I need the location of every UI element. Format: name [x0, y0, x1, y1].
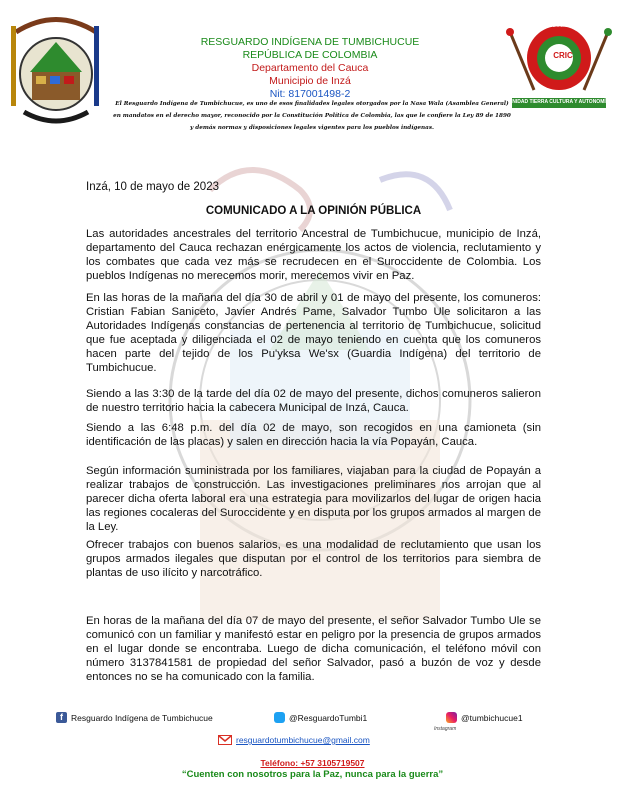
letterhead — [150, 36, 470, 101]
legal-motto: El Resguardo Indígena de Tumbichucue, es uno de esos finalidades legales otorgados por la Nasa Wala (Asamblea General) en mandatos en el derecho mayor, reconocido por la Constitución Política de Colombia, las que le confiere la Ley 89 de 1890 y demás normas y disposiciones legales vigentes para los pueblos indígenas. — [113, 101, 511, 131]
facebook-icon: f — [56, 712, 67, 723]
paragraph: Ofrecer trabajos con buenos salarios, es una modalidad de reclutamiento que usan los grupos armados ilegales que disputan por el control de los territorios para siembra de plantas de uso ilícito y narcotráfico. — [86, 539, 541, 579]
facebook-link[interactable] — [56, 712, 213, 723]
gmail-icon — [218, 735, 232, 745]
nit-number: Nit: 817001498-2 — [269, 88, 351, 100]
paragraph: Las autoridades ancestrales del territorio Ancestral de Tumbichucue, municipio de Inzá, departamento del Cauca rechazan enérgicamente los actos de violencia, reclutamiento y los combates que cada vez más se recrudecen en el Suroccidente de Colombia. Los pueblos Indígenas no merecemos morir, merecemos vivir en Paz. — [86, 228, 541, 282]
cric-ring-text: CONSEJO REGIONAL INDÍGENA DEL CAUCA — [526, 23, 613, 28]
municipality-name: Municipio de Inzá — [269, 75, 351, 87]
cric-caption: UNIDAD TIERRA CULTURA Y AUTONOMÍA — [508, 99, 610, 105]
phone-number: Teléfono: +57 3105719507 — [260, 758, 365, 768]
paragraph: En las horas de la mañana del día 30 de abril y 01 de mayo del presente, los comuneros: Cristian Fabian Saniceto, Javier Andrés Pame, Salvador Tumbo Ule solicitaron a las Autoridades Indígenas constancias de pertenencia al territorio de Tumbichucue, solicitud que fue aceptada y diligenciada el 02 de mayo teniendo en cuenta que los comuneros hacen parte del tejido de los Pu'yksa We'sx (Guardia Indígena) del territorio de Tumbichucue. — [86, 292, 541, 374]
paragraph: Siendo a las 6:48 p.m. del día 02 de mayo, son recogidos en una camioneta (sin identificación de las placas) y salen en dirección hacia la vía Popayán, Cauca. — [86, 422, 541, 448]
email-label: resguardotumbichucue@gmail.com — [236, 735, 370, 745]
facebook-label: Resguardo Indígena de Tumbichucue — [71, 712, 213, 723]
instagram-caption: Instagram — [434, 726, 457, 732]
resguardo-logo — [6, 12, 106, 132]
department-name: Departamento del Cauca — [251, 62, 369, 74]
paragraph: Según información suministrada por los familiares, viajaban para la ciudad de Popayán a realizar trabajos de construcción. Las investigaciones preliminares nos arrojan que al parecer dicha oferta laboral era una estrategia para movilizarlos del lugar de origen hacia las regiones cocaleras del Suroccidente y en disputa por los grupos armados al margen de la Ley. — [86, 465, 541, 533]
letter-date: Inzá, 10 de mayo de 2023 — [86, 181, 219, 193]
twitter-icon — [274, 712, 285, 723]
slogan: “Cuenten con nosotros para la Paz, nunca para la guerra” — [181, 769, 444, 780]
paragraph: En horas de la mañana del día 07 de mayo del presente, el señor Salvador Tumbo Ule se comunicó con un familiar y manifestó estar en peligro por la presencia de grupos armados en el lugar donde se encontraba. Luego de dicha comunicación, el teléfono móvil con número 3137841581 de propiedad del señor Salvador, pasó a buzón de voz y desde entonces no se ha comunicado con la familia. — [86, 615, 541, 683]
country-name: REPÚBLICA DE COLOMBIA — [242, 49, 378, 61]
instagram-icon — [446, 712, 457, 723]
email-link[interactable] — [218, 735, 370, 745]
org-name: RESGUARDO INDÍGENA DE TUMBICHUCUE — [200, 36, 420, 48]
cric-badge-text: CRIC — [553, 51, 573, 60]
letter-title: COMUNICADO A LA OPINIÓN PÚBLICA — [205, 205, 422, 217]
instagram-link[interactable] — [446, 712, 523, 723]
paragraph: Siendo a las 3:30 de la tarde del día 02 de mayo del presente, dichos comuneros salieron de nuestro territorio hacia la cabecera Municipal de Inzá, Cauca. — [86, 388, 541, 414]
twitter-link[interactable] — [274, 712, 367, 723]
twitter-label: @ResguardoTumbi1 — [289, 712, 368, 723]
instagram-label: @tumbichucue1 — [461, 712, 523, 723]
